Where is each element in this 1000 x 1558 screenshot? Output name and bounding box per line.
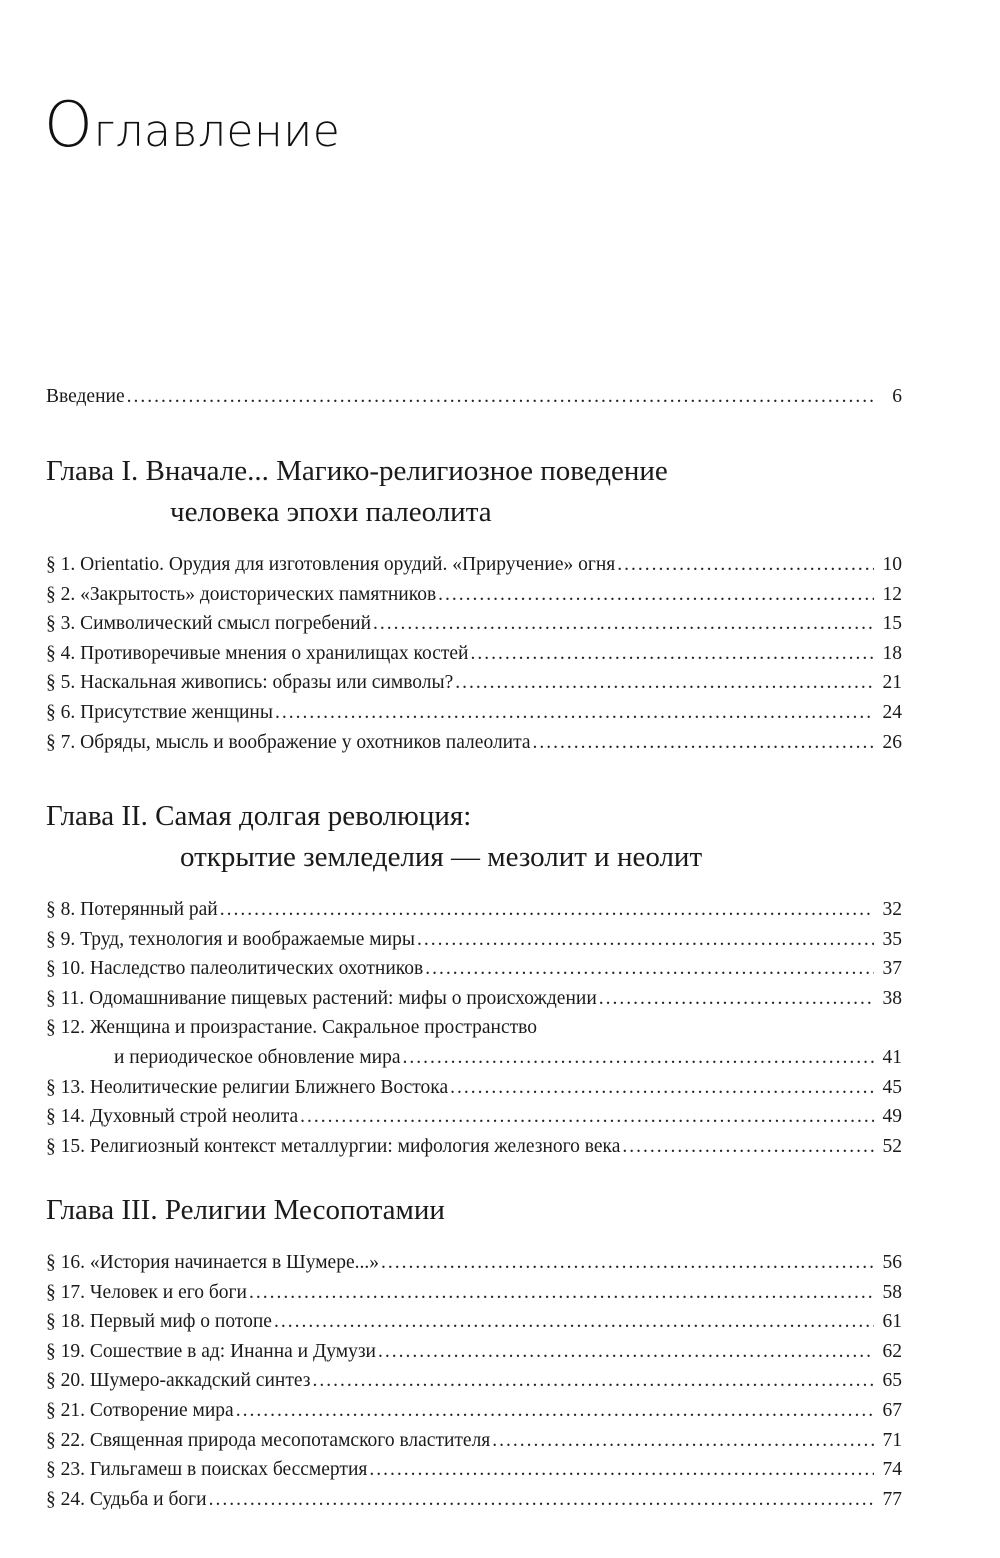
leader-dots	[492, 1426, 874, 1456]
toc-entry-page: 61	[882, 1311, 902, 1333]
toc-entry[interactable]	[46, 1396, 902, 1426]
toc-entry-page: 65	[882, 1370, 902, 1392]
leader-dots	[220, 895, 874, 925]
toc-entry[interactable]	[46, 728, 902, 758]
toc-entry[interactable]	[46, 382, 902, 412]
toc-entry-page: 49	[882, 1106, 902, 1128]
toc-entry-page: 35	[882, 928, 902, 950]
leader-dots	[209, 1485, 874, 1515]
toc-entry[interactable]	[46, 698, 902, 728]
toc-entry-label: § 22. Священная природа месопотамского властителя	[46, 1429, 491, 1451]
toc-entry[interactable]	[46, 609, 902, 639]
chapter-2	[46, 796, 902, 1161]
page-title-rest: главление	[93, 106, 341, 157]
toc-entry[interactable]	[46, 1073, 902, 1103]
toc-entry[interactable]	[46, 954, 902, 984]
leader-dots	[300, 1102, 874, 1132]
toc-entry-page: 45	[882, 1076, 902, 1098]
toc-entry-label: § 4. Противоречивые мнения о хранилищах костей	[46, 642, 469, 664]
toc-entry-label: § 9. Труд, технология и воображаемые миры	[46, 928, 415, 950]
toc-entry-page: 24	[882, 701, 902, 723]
toc-entry-page: 52	[882, 1135, 902, 1157]
page-title	[44, 88, 340, 161]
toc-entry[interactable]	[46, 1337, 902, 1367]
leader-dots	[127, 382, 874, 412]
leader-dots	[455, 668, 874, 698]
toc-entry-page: 38	[882, 987, 902, 1009]
toc-entry-page: 58	[882, 1281, 902, 1303]
toc-entry-page: 41	[882, 1046, 902, 1068]
toc-entry-page: 77	[882, 1488, 902, 1510]
toc-entry[interactable]	[46, 550, 902, 580]
toc-entry-label: § 10. Наследство палеолитических охотников	[46, 958, 424, 980]
toc-entry-label: § 3. Символический смысл погребений	[46, 613, 372, 635]
chapter-title-line1: Глава III. Религии Месопотамии	[46, 1194, 445, 1226]
leader-dots	[274, 1307, 874, 1337]
toc-entry[interactable]	[46, 668, 902, 698]
leader-dots	[373, 609, 874, 639]
leader-dots	[470, 639, 874, 669]
toc-entry-label: § 13. Неолитические религии Ближнего Востока	[46, 1076, 449, 1098]
toc-entry-page: 21	[882, 672, 902, 694]
leader-dots	[249, 1278, 874, 1308]
leader-dots	[369, 1455, 874, 1485]
toc-entry[interactable]	[46, 1043, 902, 1073]
toc-entry-page: 62	[882, 1340, 902, 1362]
toc-entry-label: § 5. Наскальная живопись: образы или символы?	[46, 672, 454, 694]
toc-entry[interactable]	[46, 1278, 902, 1308]
toc-entry[interactable]	[46, 895, 902, 925]
chapter-1	[46, 451, 902, 757]
toc-intro	[46, 382, 902, 412]
leader-dots	[425, 954, 874, 984]
toc-entry-label: § 15. Религиозный контекст металлургии: мифология железного века	[46, 1135, 621, 1157]
toc-entry-page: 18	[882, 642, 902, 664]
toc-entry-label: § 21. Сотворение мира	[46, 1399, 234, 1421]
leader-dots	[236, 1396, 874, 1426]
toc-entry-label: § 14. Духовный строй неолита	[46, 1106, 299, 1128]
leader-dots	[381, 1248, 874, 1278]
toc-entry[interactable]	[46, 925, 902, 955]
leader-dots	[617, 550, 874, 580]
toc-entry-page: 6	[892, 386, 902, 407]
toc-entry[interactable]	[46, 1102, 902, 1132]
toc-entry[interactable]	[46, 1132, 902, 1162]
toc-entry[interactable]	[46, 639, 902, 669]
toc-entry-label: § 2. «Закрытость» доисторических памятников	[46, 583, 437, 605]
toc-entry-label: § 19. Сошествие в ад: Инанна и Думузи	[46, 1340, 376, 1362]
chapter-title-line1: Глава II. Самая долгая революция:	[46, 800, 472, 832]
toc-entry-label: § 6. Присутствие женщины	[46, 701, 273, 723]
toc-entry[interactable]	[46, 1248, 902, 1278]
toc-entry-page: 56	[882, 1252, 902, 1273]
leader-dots	[312, 1366, 874, 1396]
chapter-title	[46, 451, 902, 533]
toc-entry-page: 26	[882, 731, 902, 753]
leader-dots	[622, 1132, 874, 1162]
toc-entry[interactable]	[46, 1366, 902, 1396]
leader-dots	[417, 925, 874, 955]
leader-dots	[438, 580, 874, 610]
leader-dots	[378, 1337, 874, 1367]
toc-entry-page: 32	[882, 899, 902, 920]
page-title-initial: О	[44, 88, 94, 161]
toc-entry-label: § 20. Шумеро-аккадский синтез	[46, 1370, 311, 1392]
toc-entry-label: § 8. Потерянный рай	[46, 899, 218, 920]
toc-entry-label: § 16. «История начинается в Шумере...»	[46, 1252, 379, 1273]
toc-entry[interactable]	[46, 984, 902, 1014]
toc-entry[interactable]	[46, 1485, 902, 1515]
toc-entry-label: § 17. Человек и его боги	[46, 1281, 247, 1303]
toc-entry-page: 15	[882, 613, 902, 635]
toc-entry[interactable]	[46, 1455, 902, 1485]
toc-entry-label-line1[interactable]: § 12. Женщина и произрастание. Сакральное пространство	[46, 1017, 537, 1039]
toc-entry[interactable]	[46, 1426, 902, 1456]
toc-entry-label: и периодическое обновление мира	[114, 1046, 401, 1068]
chapter-title	[46, 1190, 902, 1231]
toc-entry-page: 74	[882, 1459, 902, 1481]
toc-entry-page: 12	[882, 583, 902, 605]
leader-dots	[275, 698, 874, 728]
toc-entry-label: § 7. Обряды, мысль и воображение у охотников палеолита	[46, 731, 531, 753]
toc-entry-label: § 11. Одомашнивание пищевых растений: мифы о происхождении	[46, 987, 597, 1009]
toc-entry-page: 10	[882, 554, 902, 575]
toc-entry-label: § 1. Orientatio. Орудия для изготовления орудий. «Приручение» огня	[46, 554, 616, 575]
chapter-3	[46, 1190, 902, 1514]
toc-entry-page: 71	[882, 1429, 902, 1451]
chapter-title-line1: Глава I. Вначале... Магико-религиозное поведение	[46, 455, 668, 487]
toc-entry-page: 37	[882, 958, 902, 980]
toc-entry-label: § 24. Судьба и боги	[46, 1488, 207, 1510]
leader-dots	[533, 728, 874, 758]
chapter-title	[46, 796, 902, 878]
toc-entry-page: 67	[882, 1399, 902, 1421]
leader-dots	[599, 984, 874, 1014]
toc-entry-label: § 18. Первый миф о потопе	[46, 1311, 272, 1333]
toc-entry-label: § 23. Гильгамеш в поисках бессмертия	[46, 1459, 368, 1481]
leader-dots	[403, 1043, 874, 1073]
toc-entry-label: Введение	[46, 386, 125, 407]
chapter-title-line2: открытие земледелия — мезолит и неолит	[180, 841, 703, 873]
toc-entry[interactable]	[46, 1307, 902, 1337]
chapter-title-line2: человека эпохи палеолита	[170, 496, 492, 528]
leader-dots	[450, 1073, 874, 1103]
toc-entry[interactable]	[46, 580, 902, 610]
